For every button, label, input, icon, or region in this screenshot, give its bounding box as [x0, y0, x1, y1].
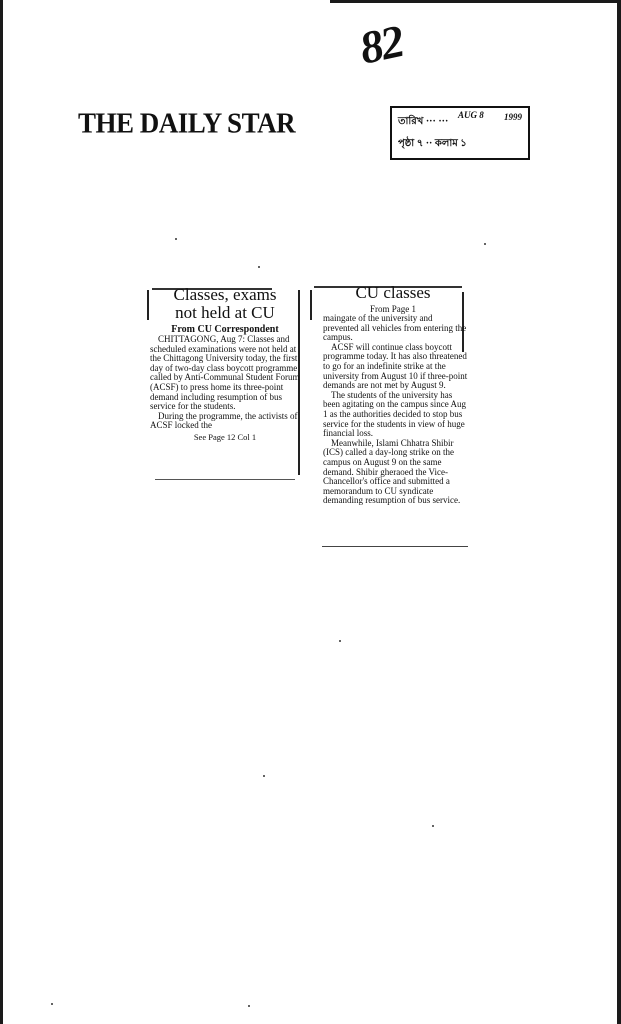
clip1-headline-line1: Classes, exams — [173, 285, 277, 304]
handwritten-page-number: 82 — [355, 15, 407, 74]
scan-speck — [51, 1003, 53, 1005]
stamp-page-row: পৃষ্ঠা ৭ ·· কলাম ১ — [398, 138, 467, 149]
scan-right-edge — [617, 0, 621, 1024]
stamp-col-value: ১ — [460, 138, 467, 149]
scan-speck — [175, 238, 177, 240]
archive-stamp — [390, 106, 530, 160]
clip1-paragraph: During the programme, the activists of ACSF locked the — [150, 410, 298, 431]
scan-speck — [248, 1005, 250, 1007]
clip1-byline: From CU Correspondent — [171, 324, 279, 335]
stamp-page-value: ৭ — [416, 138, 424, 149]
clip1-paragraph: CHITTAGONG, Aug 7: Classes and scheduled examinations were not held at the Chittagong University today, the first day of two-day class boycott programme called by Anti-Communal Student Forum (ACSF) to press home its three-point demand including resumption of bus service for the students. — [150, 334, 300, 412]
clip2-paragraph: Meanwhile, Islami Chhatra Shibir (ICS) called a day-long strike on the campus on August 9 on the same demand. Shibir gheraoed the Vice-Chancellor's office and submitted a memorandum to CU syndicate demanding resumption of bus service. — [323, 437, 461, 506]
clip2-left-border — [310, 290, 312, 320]
stamp-date-value: AUG 8 — [458, 110, 484, 120]
clip1-headline-line2: not held at CU — [175, 303, 275, 322]
clip2-paragraph: ACSF will continue class boycott programme today. It has also threatened to go for an indefinite strike at the university from August 10 if three-point demands are not met by August 9. — [323, 341, 468, 391]
scan-speck — [339, 640, 341, 642]
clip1-body — [150, 335, 300, 431]
stamp-col-label: কলাম — [434, 138, 458, 149]
news-clipping-1 — [150, 286, 300, 482]
stamp-year-value: 1999 — [504, 112, 522, 122]
clip1-headline — [150, 286, 300, 322]
newspaper-masthead: THE DAILY STAR — [78, 107, 296, 139]
stamp-date-row: তারিখ ··· ··· — [398, 116, 449, 127]
scan-speck — [484, 243, 486, 245]
stamp-date-label: তারিখ — [398, 116, 424, 127]
clip2-paragraph: maingate of the university and prevented all vehicles from entering the campus. — [323, 313, 467, 343]
news-clipping-2 — [313, 284, 473, 554]
clip2-paragraph: The students of the university has been agitating on the campus since Aug 1 as the authorities decided to stop bus service for the students in view of huge financial loss. — [323, 389, 466, 439]
scan-left-edge — [0, 0, 3, 1024]
scan-top-edge — [330, 0, 621, 3]
clip1-continued: See Page 12 Col 1 — [193, 431, 257, 442]
scan-speck — [258, 266, 260, 268]
scan-speck — [432, 825, 434, 827]
scan-speck — [263, 775, 265, 777]
stamp-page-label: পৃষ্ঠা — [398, 138, 415, 149]
clip1-left-border — [147, 290, 149, 320]
clip2-headline: CU classes — [355, 283, 431, 302]
clip2-from-page: From Page 1 — [370, 304, 416, 314]
clip2-body — [323, 314, 468, 506]
